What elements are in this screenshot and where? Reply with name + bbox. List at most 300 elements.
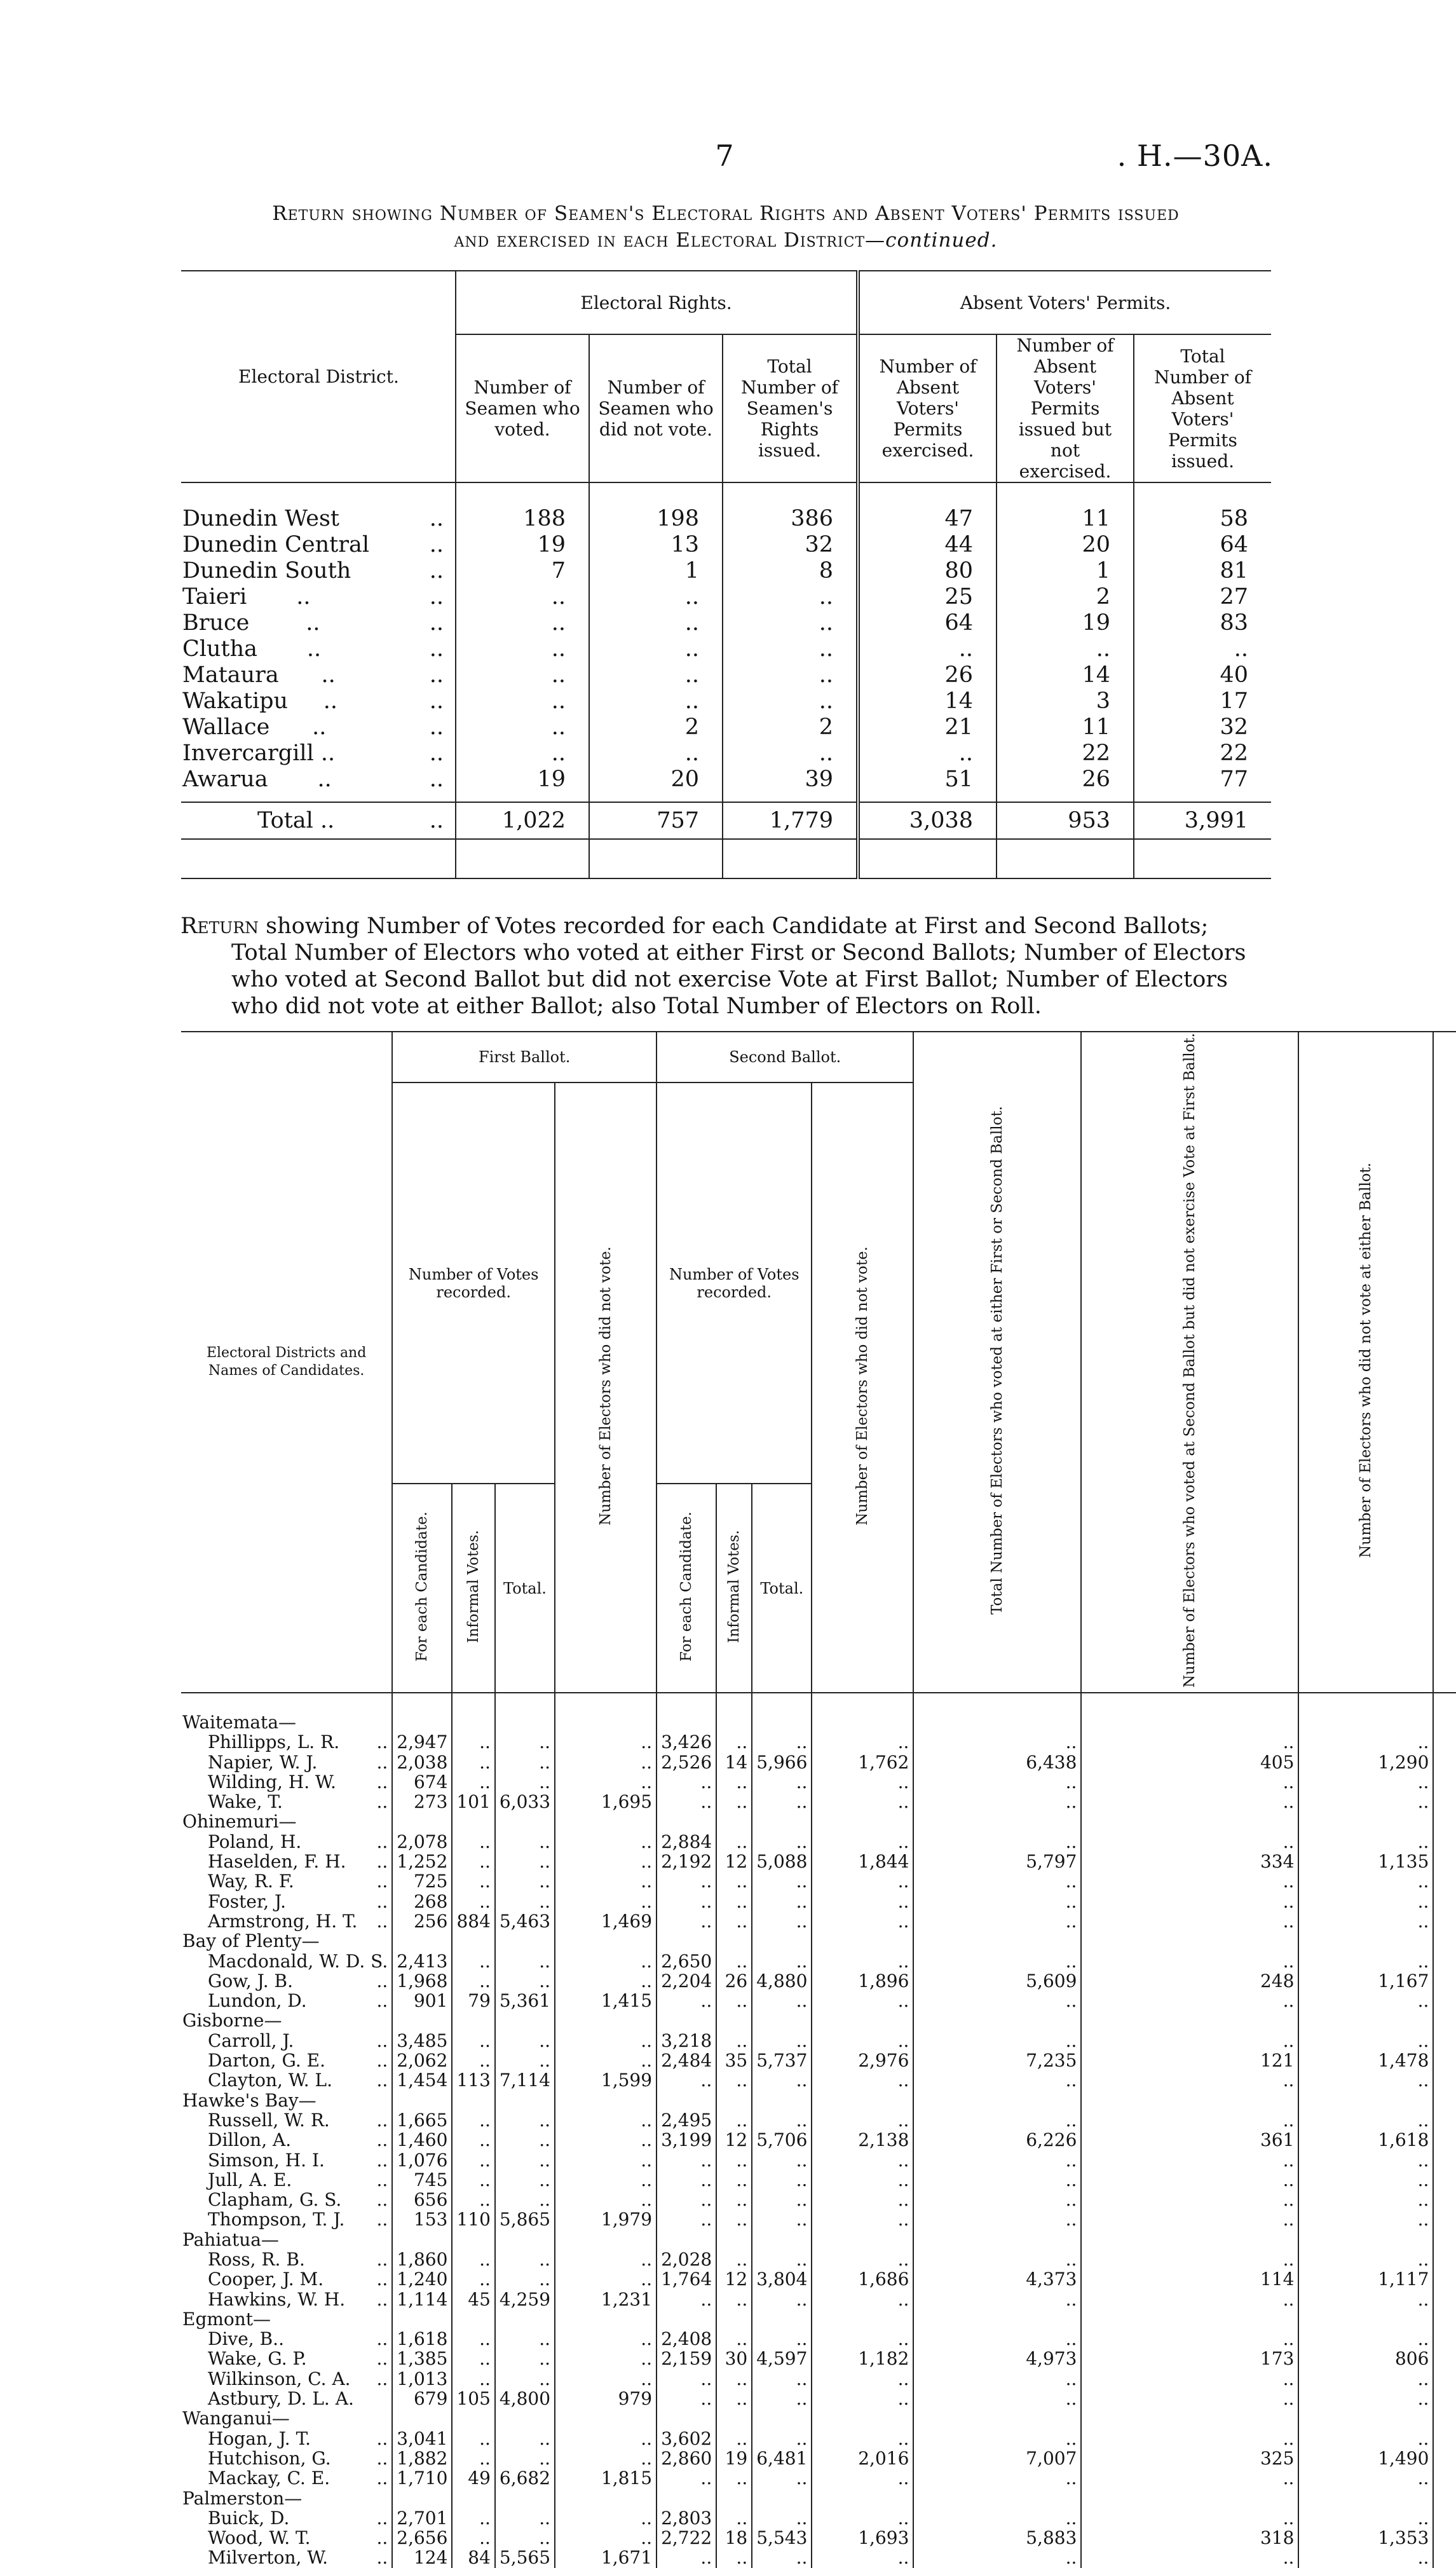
cell-value: .. — [456, 688, 589, 714]
candidate-row — [181, 1911, 1456, 1931]
col-first-did-not-vote: Number of Electors who did not vote. — [597, 1246, 615, 1526]
cell-value: .. — [589, 584, 723, 610]
vote-value — [1433, 1892, 1456, 1911]
vote-value: 2,495 — [657, 2110, 716, 2130]
candidate-row — [181, 2250, 1456, 2269]
vote-value: .. — [657, 2070, 716, 2090]
vote-value: .. — [812, 2190, 913, 2209]
district-name: Taieri .. .. — [182, 584, 444, 610]
vote-value: 5,797 — [913, 1852, 1081, 1871]
vote-value — [1433, 2389, 1456, 2408]
vote-value: .. — [452, 1892, 494, 1911]
cell-value: 26 — [997, 767, 1134, 793]
candidate-name: Thompson, T. J. .. — [208, 2209, 388, 2230]
vote-value: 3,602 — [657, 2429, 716, 2448]
district-row — [181, 688, 1271, 714]
vote-value — [1433, 1772, 1456, 1792]
candidate-name: Astbury, D. L. A. — [208, 2388, 354, 2410]
vote-value — [1433, 2170, 1456, 2190]
col-seamen-rights-total: Total Number of Seamen's Rights issued. — [723, 334, 858, 482]
vote-value: .. — [812, 2290, 913, 2309]
vote-value — [1433, 1752, 1456, 1772]
candidate-row — [181, 1732, 1456, 1752]
candidate-row — [181, 2209, 1456, 2229]
vote-value: .. — [1081, 2170, 1298, 2190]
cell-value: 20 — [589, 767, 723, 793]
col-permits-exercised: Number of Absent Voters' Permits exercised. — [858, 334, 997, 482]
candidate-row — [181, 2130, 1456, 2150]
cell-value: 64 — [1134, 532, 1271, 558]
vote-value: .. — [555, 2269, 657, 2289]
vote-value: .. — [495, 1871, 555, 1891]
candidate-name: Clayton, W. L. .. — [208, 2070, 388, 2091]
vote-value: .. — [1298, 2429, 1433, 2448]
vote-value: .. — [752, 1892, 812, 1911]
candidate-name: Armstrong, H. T. .. — [208, 1910, 388, 1932]
cell-value: 14 — [997, 662, 1134, 688]
vote-value: 2,062 — [392, 2051, 452, 2070]
cell-value: .. — [858, 636, 997, 662]
vote-value: .. — [1081, 2329, 1298, 2349]
cell-value: 19 — [456, 767, 589, 793]
vote-value: .. — [913, 2110, 1081, 2130]
vote-value — [1433, 1991, 1456, 2011]
vote-value: .. — [1298, 2389, 1433, 2408]
vote-value: .. — [452, 1732, 494, 1752]
vote-value: 2,701 — [392, 2508, 452, 2528]
cell-value: 11 — [997, 714, 1134, 741]
cell-value: .. — [1134, 636, 1271, 662]
cell-value: 8 — [723, 558, 858, 584]
candidate-row — [181, 2548, 1456, 2567]
vote-value: .. — [495, 2269, 555, 2289]
candidate-name: Buick, D. .. — [208, 2507, 388, 2529]
vote-value: .. — [657, 2190, 716, 2209]
vote-value: .. — [752, 2548, 812, 2567]
candidate-name: Poland, H. .. — [208, 1831, 388, 1852]
vote-value: 2,078 — [392, 1832, 452, 1852]
vote-value: .. — [716, 2209, 752, 2229]
group-second-ballot: Second Ballot. — [657, 1032, 913, 1083]
district-name: Dunedin Central .. — [182, 532, 444, 557]
vote-value: .. — [913, 1911, 1081, 1931]
vote-value: .. — [452, 2269, 494, 2289]
vote-value: .. — [812, 1792, 913, 1812]
district-name: Wallace .. .. — [182, 714, 444, 740]
cell-value: 2 — [589, 714, 723, 741]
cell-value: .. — [589, 688, 723, 714]
candidate-row — [181, 1772, 1456, 1792]
vote-value: .. — [812, 2070, 913, 2090]
vote-value: .. — [657, 2369, 716, 2389]
vote-value: 1,240 — [392, 2269, 452, 2289]
district-group-name: Wanganui— — [182, 2408, 290, 2429]
vote-value: .. — [495, 2130, 555, 2150]
vote-value: 1,135 — [1298, 1852, 1433, 1871]
vote-value: 49 — [452, 2468, 494, 2488]
vote-value — [1433, 2429, 1456, 2448]
vote-value: 5,706 — [752, 2130, 812, 2150]
vote-value: .. — [716, 2389, 752, 2408]
vote-value: 12 — [716, 2269, 752, 2289]
vote-value: .. — [495, 2031, 555, 2051]
vote-value — [1433, 2110, 1456, 2130]
candidate-row — [181, 2508, 1456, 2528]
vote-value: .. — [812, 1772, 913, 1792]
vote-value: .. — [555, 1892, 657, 1911]
candidate-name: Jull, A. E. .. — [208, 2169, 388, 2190]
vote-value: .. — [495, 2369, 555, 2389]
vote-value: .. — [452, 2349, 494, 2368]
vote-value: 1,415 — [555, 1991, 657, 2011]
vote-value: 1,896 — [812, 1971, 913, 1991]
vote-value: .. — [812, 1892, 913, 1911]
vote-value: .. — [752, 2389, 812, 2408]
table1-title-line2: and exercised in each Electoral District—continued. — [454, 229, 998, 252]
vote-value: .. — [1081, 2468, 1298, 2488]
district-name: Wakatipu .. .. — [182, 688, 444, 714]
vote-value: 318 — [1081, 2528, 1298, 2548]
vote-value: .. — [555, 2508, 657, 2528]
district-name: Invercargill .. .. — [182, 741, 444, 766]
vote-value: 325 — [1081, 2448, 1298, 2468]
vote-value: .. — [716, 1951, 752, 1971]
vote-value: 2,028 — [657, 2250, 716, 2269]
vote-value: .. — [1298, 1732, 1433, 1752]
col-seamen-voted: Number of Seamen who voted. — [456, 334, 589, 482]
cell-value: .. — [997, 636, 1134, 662]
cell-value: 25 — [858, 584, 997, 610]
cell-value: 47 — [858, 506, 997, 532]
vote-value: 12 — [716, 1852, 752, 1871]
candidate-row — [181, 2389, 1456, 2408]
vote-value: .. — [452, 2329, 494, 2349]
col-second-total: Total. — [752, 1484, 812, 1693]
candidate-name: Dive, B.. .. — [208, 2328, 388, 2350]
vote-value: 248 — [1081, 1971, 1298, 1991]
vote-value: .. — [716, 2070, 752, 2090]
vote-value: .. — [752, 2468, 812, 2488]
vote-value: .. — [716, 1991, 752, 2011]
candidate-name: Foster, J. .. — [208, 1890, 388, 1912]
candidate-row — [181, 1951, 1456, 1971]
vote-value: .. — [716, 1871, 752, 1891]
candidate-row — [181, 2269, 1456, 2289]
vote-value: 121 — [1081, 2051, 1298, 2070]
col-permits-total: Total Number of Absent Voters' Permits issued. — [1134, 334, 1271, 482]
vote-value: .. — [555, 1852, 657, 1871]
vote-value: 1,693 — [812, 2528, 913, 2548]
vote-value: .. — [452, 1832, 494, 1852]
candidate-row — [181, 2031, 1456, 2051]
first-votes-recorded: Number of Votes recorded. — [392, 1083, 555, 1484]
vote-value: .. — [716, 2369, 752, 2389]
cell-value: 81 — [1134, 558, 1271, 584]
vote-value: 1,114 — [392, 2290, 452, 2309]
vote-value: .. — [657, 1792, 716, 1812]
vote-value: 2,656 — [392, 2528, 452, 2548]
vote-value: .. — [913, 2209, 1081, 2229]
vote-value: .. — [452, 2170, 494, 2190]
total-value: 1,022 — [456, 802, 589, 839]
candidate-name: Darton, G. E. .. — [208, 2050, 388, 2072]
district-row — [181, 662, 1271, 688]
vote-value: .. — [913, 2150, 1081, 2170]
vote-value: .. — [1081, 1911, 1298, 1931]
vote-value: 153 — [392, 2209, 452, 2229]
vote-value: .. — [812, 2329, 913, 2349]
candidate-row — [181, 2369, 1456, 2389]
candidate-row — [181, 2051, 1456, 2070]
cell-value: 26 — [858, 662, 997, 688]
district-group-row — [181, 2489, 1456, 2508]
vote-value: .. — [913, 2290, 1081, 2309]
vote-value: .. — [812, 2250, 913, 2269]
cell-value: .. — [456, 636, 589, 662]
district-group-name: Bay of Plenty— — [182, 1930, 320, 1952]
vote-value: .. — [913, 2508, 1081, 2528]
vote-value — [1433, 2130, 1456, 2150]
vote-value: 1,460 — [392, 2130, 452, 2150]
vote-value: .. — [716, 1792, 752, 1812]
vote-value: .. — [495, 2051, 555, 2070]
vote-value: .. — [1298, 1772, 1433, 1792]
district-name: Clutha .. .. — [182, 636, 444, 662]
vote-value: 2,016 — [812, 2448, 913, 2468]
cell-value: 32 — [723, 532, 858, 558]
vote-value: 2,138 — [812, 2130, 913, 2150]
cell-value: 39 — [723, 767, 858, 793]
vote-value: .. — [913, 2369, 1081, 2389]
vote-value: 679 — [392, 2389, 452, 2408]
vote-value: 2,038 — [392, 1752, 452, 1772]
vote-value: 4,880 — [752, 1971, 812, 1991]
candidate-row — [181, 2528, 1456, 2548]
district-group-name: Hawke's Bay— — [182, 2089, 316, 2111]
cell-value: .. — [589, 610, 723, 636]
vote-value: 884 — [452, 1911, 494, 1931]
cell-value: 77 — [1134, 767, 1271, 793]
candidate-row — [181, 2448, 1456, 2468]
document-reference: . H.—30A. — [1117, 139, 1273, 173]
candidate-name: Lundon, D. .. — [208, 1990, 388, 2012]
vote-value: 2,204 — [657, 1971, 716, 1991]
vote-value: 256 — [392, 1911, 452, 1931]
vote-value: .. — [452, 1752, 494, 1772]
vote-value: .. — [716, 2110, 752, 2130]
vote-value: 12 — [716, 2130, 752, 2150]
vote-value: .. — [495, 2170, 555, 2190]
vote-value: 110 — [452, 2209, 494, 2229]
cell-value: 44 — [858, 532, 997, 558]
vote-value: .. — [913, 2190, 1081, 2209]
vote-value: 5,088 — [752, 1852, 812, 1871]
vote-value: 1,710 — [392, 2468, 452, 2488]
district-group-name: Ohinemuri— — [182, 1811, 297, 1833]
vote-value: .. — [452, 2429, 494, 2448]
vote-value: .. — [812, 1732, 913, 1752]
vote-value: .. — [452, 1852, 494, 1871]
candidate-row — [181, 2190, 1456, 2209]
col-first-total: Total. — [495, 1484, 555, 1693]
vote-value: .. — [1298, 2190, 1433, 2209]
district-group-row — [181, 2230, 1456, 2250]
vote-value: 173 — [1081, 2349, 1298, 2368]
col-not-vote-either: Number of Electors who did not vote at either Ballot. — [1357, 1163, 1375, 1558]
vote-value: .. — [1298, 2250, 1433, 2269]
vote-value: .. — [752, 2070, 812, 2090]
vote-value: 30 — [716, 2349, 752, 2368]
vote-value: .. — [913, 2329, 1081, 2349]
vote-value: .. — [716, 1772, 752, 1792]
vote-value: 1,076 — [392, 2150, 452, 2170]
vote-value — [1433, 2329, 1456, 2349]
candidate-row — [181, 1971, 1456, 1991]
vote-value: 1,182 — [812, 2349, 913, 2368]
table2-title: Return showing Number of Votes recorded for each Candidate at First and Second Ballots; Total Number of Electors who voted at either First or Second Ballots; Number of Electors who voted at Second Ballot but did not exercise Vote at First Ballot; Number of Electors who did not vote at either Ballot; also Total Number of Electors on Roll. — [180, 913, 1246, 1019]
vote-value: .. — [495, 1772, 555, 1792]
vote-value: .. — [812, 1832, 913, 1852]
vote-value: 2,803 — [657, 2508, 716, 2528]
district-row — [181, 741, 1271, 767]
total-value: 3,991 — [1134, 802, 1271, 839]
vote-value: .. — [495, 2110, 555, 2130]
vote-value: 5,361 — [495, 1991, 555, 2011]
vote-value: .. — [555, 2110, 657, 2130]
candidate-name: Napier, W. J. .. — [208, 1751, 388, 1773]
vote-value: 656 — [392, 2190, 452, 2209]
vote-value: .. — [1298, 1892, 1433, 1911]
vote-value — [1433, 1971, 1456, 1991]
vote-value: 1,490 — [1298, 2448, 1433, 2468]
vote-value: .. — [452, 1971, 494, 1991]
district-group-row — [181, 2309, 1456, 2329]
candidate-name: Macdonald, W. D. S. — [208, 1950, 388, 1972]
candidate-row — [181, 1991, 1456, 2011]
cell-value: 58 — [1134, 506, 1271, 532]
vote-value: .. — [495, 2508, 555, 2528]
vote-value: .. — [1298, 2290, 1433, 2309]
vote-value: 2,650 — [657, 1951, 716, 1971]
vote-value: .. — [716, 2468, 752, 2488]
candidate-name: Phillipps, L. R. .. — [208, 1731, 388, 1753]
vote-value: 901 — [392, 1991, 452, 2011]
vote-value: .. — [716, 2031, 752, 2051]
vote-value: .. — [1081, 2389, 1298, 2408]
vote-value: 1,979 — [555, 2209, 657, 2229]
col-first-for-each: For each Candidate. — [414, 1511, 431, 1662]
vote-value: 18 — [716, 2528, 752, 2548]
vote-value: .. — [752, 2031, 812, 2051]
vote-value: .. — [495, 1892, 555, 1911]
vote-value: .. — [657, 1991, 716, 2011]
vote-value: 1,764 — [657, 2269, 716, 2289]
vote-value: .. — [752, 2150, 812, 2170]
vote-value: 1,860 — [392, 2250, 452, 2269]
vote-value: 2,408 — [657, 2329, 716, 2349]
vote-value: .. — [716, 2548, 752, 2567]
vote-value: .. — [555, 2031, 657, 2051]
vote-value: .. — [657, 1871, 716, 1891]
vote-value: .. — [1081, 2548, 1298, 2567]
vote-value: .. — [1081, 2110, 1298, 2130]
vote-value: 6,033 — [495, 1792, 555, 1812]
vote-value — [1433, 2528, 1456, 2548]
vote-value: .. — [716, 2170, 752, 2190]
cell-value: 17 — [1134, 688, 1271, 714]
group-absent-permits: Absent Voters' Permits. — [858, 271, 1271, 334]
vote-value: .. — [1081, 2429, 1298, 2448]
vote-value: .. — [752, 1792, 812, 1812]
vote-value: .. — [1081, 1951, 1298, 1971]
vote-value: .. — [555, 1871, 657, 1891]
vote-value: 5,609 — [913, 1971, 1081, 1991]
district-name: Awarua .. .. — [182, 767, 444, 792]
vote-value: .. — [657, 2150, 716, 2170]
vote-value: .. — [555, 2190, 657, 2209]
vote-value: .. — [1081, 2290, 1298, 2309]
candidate-name: Hogan, J. T. .. — [208, 2428, 388, 2449]
candidate-row — [181, 2429, 1456, 2448]
vote-value: .. — [555, 1732, 657, 1752]
vote-value: .. — [1298, 1792, 1433, 1812]
cell-value: 3 — [997, 688, 1134, 714]
vote-value: .. — [752, 2209, 812, 2229]
vote-value: 334 — [1081, 1852, 1298, 1871]
vote-value: .. — [812, 2369, 913, 2389]
col-total-voted-either: Total Number of Electors who voted at either First or Second Ballot. — [989, 1105, 1006, 1615]
vote-value: .. — [716, 2329, 752, 2349]
candidate-name: Haselden, F. H. .. — [208, 1851, 388, 1873]
vote-value: 1,882 — [392, 2448, 452, 2468]
total-value: 3,038 — [858, 802, 997, 839]
vote-value: .. — [555, 1951, 657, 1971]
vote-value: 979 — [555, 2389, 657, 2408]
vote-value: .. — [913, 1792, 1081, 1812]
vote-value: 2,860 — [657, 2448, 716, 2468]
vote-value: 105 — [452, 2389, 494, 2408]
vote-value: .. — [716, 2250, 752, 2269]
district-group-name: Gisborne— — [182, 2010, 282, 2032]
vote-value: .. — [716, 2290, 752, 2309]
cell-value: .. — [589, 662, 723, 688]
district-group-row — [181, 2091, 1456, 2110]
vote-value: .. — [812, 2389, 913, 2408]
candidate-row — [181, 1892, 1456, 1911]
vote-value: 1,231 — [555, 2290, 657, 2309]
vote-value: 1,013 — [392, 2369, 452, 2389]
vote-value: .. — [495, 1971, 555, 1991]
vote-value: .. — [752, 1951, 812, 1971]
total-value: 1,779 — [723, 802, 858, 839]
vote-value: .. — [913, 1951, 1081, 1971]
vote-value: 268 — [392, 1892, 452, 1911]
vote-value: .. — [1298, 1991, 1433, 2011]
cell-value: 51 — [858, 767, 997, 793]
vote-value: 1,815 — [555, 2468, 657, 2488]
district-row — [181, 767, 1271, 793]
vote-value: 1,671 — [555, 2548, 657, 2567]
vote-value — [1433, 2508, 1456, 2528]
vote-value: .. — [1298, 2070, 1433, 2090]
cell-value: 32 — [1134, 714, 1271, 741]
cell-value: 40 — [1134, 662, 1271, 688]
candidate-name: Wood, W. T. .. — [208, 2527, 388, 2549]
vote-value: .. — [452, 2448, 494, 2468]
vote-value: .. — [1298, 2369, 1433, 2389]
vote-value — [1433, 2369, 1456, 2389]
vote-value: 1,762 — [812, 1752, 913, 1772]
